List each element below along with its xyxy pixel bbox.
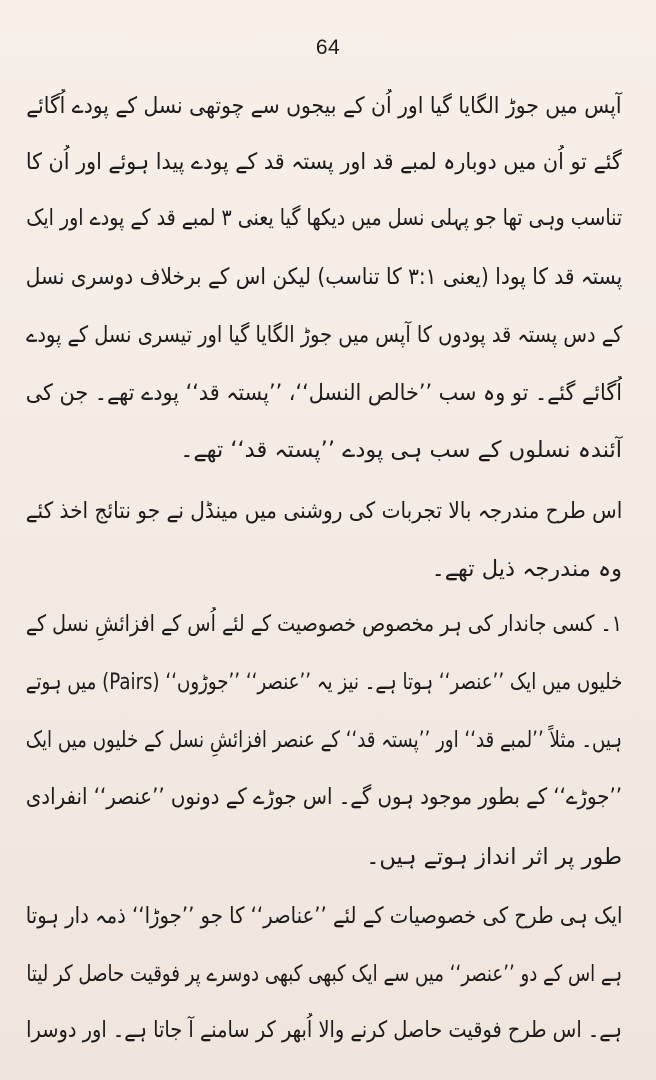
text-line: ہے اس کے دو ’’عنصر‘‘ میں سے ایک کبھی کبھی دوسرے پر فوقیت حاصل کر لیتا	[26, 961, 622, 987]
text-line: اُگائے گئے۔ تو وہ سب ’’خالص النسل‘‘، ’’پستہ قد‘‘ پودے تھے۔ جن کی	[25, 380, 622, 406]
text-line: آئندہ نسلوں کے سب ہی پودے ’’پستہ قد‘‘ تھے۔	[180, 437, 622, 463]
text-line: خلیوں میں ایک ’’عنصر‘‘ ہوتا ہے۔ نیز یہ ’’عنصر‘‘ ’’جوڑوں‘‘ (Pairs) میں ہوتے	[25, 669, 622, 695]
text-line: آپس میں جوڑ الگایا گیا اور اُن کے بیجوں سے چوتھی نسل کے پودے اُگائے	[26, 93, 622, 119]
text-line: اس طرح مندرجہ بالا تجربات کی روشنی میں مینڈل نے جو نتائج اخذ کئے	[25, 498, 622, 524]
text-line: کے دس پستہ قد پودوں کا آپس میں جوڑ الگایا گیا اور تیسری نسل کے پودے	[25, 322, 622, 348]
text-line: ہے۔ اس طرح فوقیت حاصل کرنے والا اُبھر کر سامنے آ جاتا ہے۔ اور دوسرا	[26, 1017, 622, 1043]
text-line: ’’جوڑے‘‘ کے بطور موجود ہوں گے۔ اس جوڑے کے دونوں ’’عنصر‘‘ انفرادی	[25, 784, 622, 810]
text-line: وہ مندرجہ ذیل تھے۔	[431, 556, 622, 582]
text-line: ۱۔ کسی جاندار کی ہر مخصوص خصوصیت کے لئے اُس کے افزائشِ نسل کے	[25, 611, 622, 637]
page-number: 64	[315, 36, 341, 59]
text-line: تناسب وہی تھا جو پہلی نسل میں دیکھا گیا یعنی ۳ لمبے قد کے پودے اور ایک	[26, 205, 622, 231]
text-line: پستہ قد کا پودا (یعنی ۳:۱ کا تناسب) لیکن اس کے برخلاف دوسری نسل	[25, 264, 622, 290]
text-line: گئے تو اُن میں دوبارہ لمبے قد اور پستہ قد کے پودے پیدا ہوئے اور اُن کا	[26, 149, 622, 175]
text-line: ایک ہی طرح کی خصوصیات کے لئے ’’عناصر‘‘ کا جو ’’جوڑا‘‘ ذمہ دار ہوتا	[25, 903, 622, 929]
text-line: ہیں۔ مثلاً ’’لمبے قد‘‘ اور ’’پستہ قد‘‘ کے عنصر افزائشِ نسل کے خلیوں میں ایک	[25, 727, 622, 753]
urdu-text-block	[26, 0, 622, 1080]
text-line: طور پر اثر انداز ہوتے ہیں۔	[366, 844, 622, 870]
